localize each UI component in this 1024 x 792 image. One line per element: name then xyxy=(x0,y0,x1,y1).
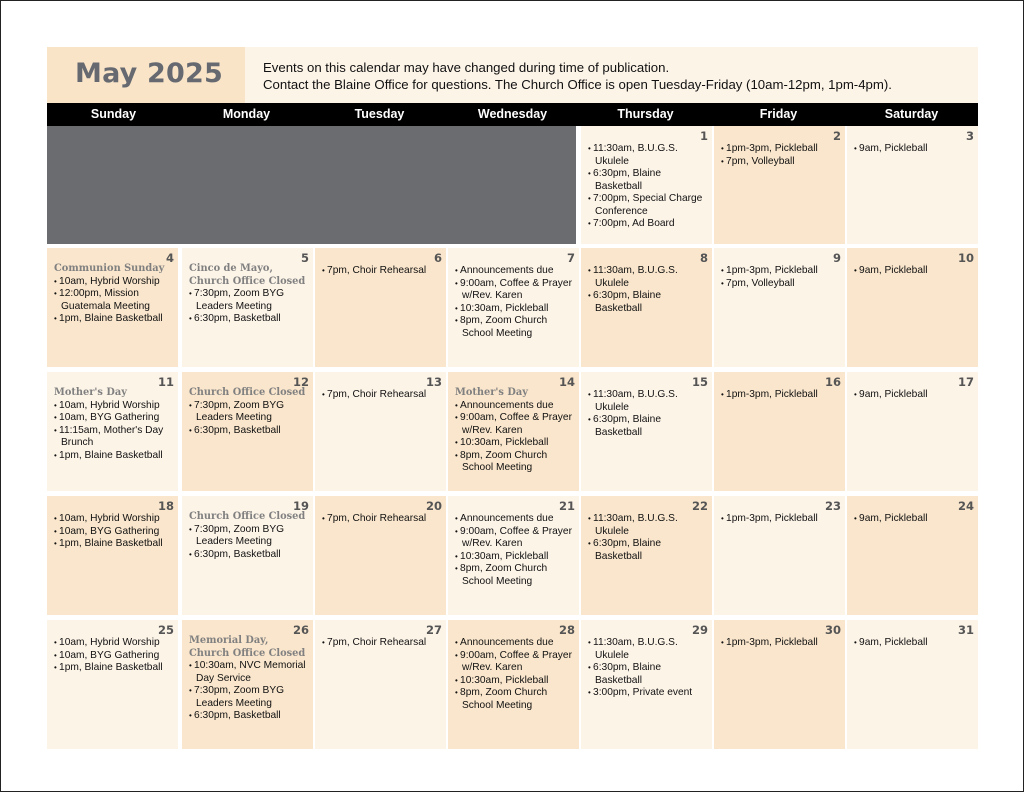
day-cell xyxy=(847,620,978,749)
event-item: • 9:00am, Coffee & Prayer w/Rev. Karen xyxy=(455,526,575,551)
event-item: • 10:30am, Pickleball xyxy=(455,303,575,316)
day-note: Mother's Day xyxy=(455,387,528,398)
event-item: • 8pm, Zoom Church School Meeting xyxy=(455,563,575,588)
day-cell xyxy=(714,620,845,749)
day-note: Communion Sunday xyxy=(54,263,165,274)
event-item: • 6:30pm, Blaine Basketball xyxy=(588,168,708,193)
event-item: • 11:30am, B.U.G.S. Ukulele xyxy=(588,513,708,538)
day-cell xyxy=(182,372,313,491)
day-cell xyxy=(714,496,845,615)
day-note: Memorial Day, Church Office Closed xyxy=(189,635,306,659)
event-item: • 1pm, Blaine Basketball xyxy=(54,450,174,463)
day-cell xyxy=(714,372,845,491)
day-cell xyxy=(47,496,178,615)
event-item: • 7pm, Choir Rehearsal xyxy=(322,265,442,278)
event-item: • 11:15am, Mother's Day Brunch xyxy=(54,425,174,450)
event-item: • 6:30pm, Blaine Basketball xyxy=(588,290,708,315)
day-cell xyxy=(182,248,313,367)
event-list xyxy=(189,400,309,438)
event-list xyxy=(322,265,442,278)
event-item: • Announcements due xyxy=(455,513,575,526)
event-item: • 1pm-3pm, Pickleball xyxy=(721,389,841,402)
event-item: • 8pm, Zoom Church School Meeting xyxy=(455,450,575,475)
event-item: • 6:30pm, Blaine Basketball xyxy=(588,414,708,439)
day-number: 14 xyxy=(558,375,575,389)
event-item: • 8pm, Zoom Church School Meeting xyxy=(455,687,575,712)
event-list xyxy=(721,637,841,650)
event-item: • 10:30am, Pickleball xyxy=(455,675,575,688)
day-cell xyxy=(581,372,712,491)
day-number: 1 xyxy=(699,129,708,143)
event-item: • 8pm, Zoom Church School Meeting xyxy=(455,315,575,340)
event-item: • 3:00pm, Private event xyxy=(588,687,708,700)
day-number: 23 xyxy=(824,499,841,513)
event-list xyxy=(588,265,708,315)
day-cell xyxy=(448,620,579,749)
event-item: • 7:30pm, Zoom BYG Leaders Meeting xyxy=(189,288,309,313)
day-cell xyxy=(581,126,712,244)
weekday-thursday: Thursday xyxy=(617,107,674,121)
day-cell xyxy=(315,248,446,367)
event-item: • 7:30pm, Zoom BYG Leaders Meeting xyxy=(189,400,309,425)
event-item: • 7:00pm, Special Charge Conference xyxy=(588,193,708,218)
day-cell xyxy=(581,248,712,367)
event-item: • Announcements due xyxy=(455,637,575,650)
notice-line-1: Events on this calendar may have changed during time of publication. xyxy=(263,60,670,75)
day-number: 15 xyxy=(691,375,708,389)
event-item: • 6:30pm, Basketball xyxy=(189,425,309,438)
event-item: • 9am, Pickleball xyxy=(854,637,974,650)
event-list xyxy=(588,513,708,563)
day-number: 16 xyxy=(824,375,841,389)
day-cell xyxy=(182,496,313,615)
day-number: 7 xyxy=(566,251,575,265)
day-cell xyxy=(448,372,579,491)
day-cell xyxy=(182,620,313,749)
weekday-saturday: Saturday xyxy=(884,107,939,121)
event-item: • 9:00am, Coffee & Prayer w/Rev. Karen xyxy=(455,650,575,675)
event-list xyxy=(322,637,442,650)
event-list xyxy=(455,400,575,475)
day-number: 9 xyxy=(832,251,841,265)
day-cell xyxy=(47,372,178,491)
event-list xyxy=(721,389,841,402)
event-item: • 10am, Hybrid Worship xyxy=(54,276,174,289)
event-list xyxy=(189,524,309,562)
event-list xyxy=(721,265,841,290)
day-note: Church Office Closed xyxy=(189,387,306,398)
day-note: Cinco de Mayo, Church Office Closed xyxy=(189,263,306,287)
event-item: • 1pm-3pm, Pickleball xyxy=(721,143,841,156)
weekday-tuesday: Tuesday xyxy=(354,107,405,121)
event-list xyxy=(588,389,708,439)
event-item: • 10am, Hybrid Worship xyxy=(54,400,174,413)
weekday-sunday: Sunday xyxy=(90,107,137,121)
day-number: 28 xyxy=(558,623,575,637)
event-list xyxy=(721,513,841,526)
day-cell xyxy=(581,620,712,749)
day-number: 2 xyxy=(832,129,841,143)
day-number: 3 xyxy=(965,129,974,143)
day-cell xyxy=(847,126,978,244)
event-item: • 7pm, Choir Rehearsal xyxy=(322,389,442,402)
event-item: • 9am, Pickleball xyxy=(854,143,974,156)
event-item: • 1pm-3pm, Pickleball xyxy=(721,265,841,278)
event-list xyxy=(54,513,174,551)
day-number: 4 xyxy=(165,251,174,265)
event-item: • 9:00am, Coffee & Prayer w/Rev. Karen xyxy=(455,278,575,303)
event-item: • 10am, Hybrid Worship xyxy=(54,513,174,526)
day-number: 30 xyxy=(824,623,841,637)
event-item: • 6:30pm, Basketball xyxy=(189,710,309,723)
event-list xyxy=(189,660,309,723)
event-item: • 1pm, Blaine Basketball xyxy=(54,538,174,551)
day-cell xyxy=(315,372,446,491)
event-list xyxy=(54,276,174,326)
event-list xyxy=(854,265,974,278)
day-number: 31 xyxy=(957,623,974,637)
event-item: • 1pm-3pm, Pickleball xyxy=(721,513,841,526)
day-number: 22 xyxy=(691,499,708,513)
event-item: • 1pm, Blaine Basketball xyxy=(54,313,174,326)
event-item: • 10am, BYG Gathering xyxy=(54,526,174,539)
day-number: 27 xyxy=(425,623,442,637)
day-note: Mother's Day xyxy=(54,387,127,398)
event-item: • 7pm, Volleyball xyxy=(721,156,841,169)
day-cell xyxy=(448,496,579,615)
weekday-friday: Friday xyxy=(759,107,798,121)
empty-days-block xyxy=(47,126,576,244)
event-list xyxy=(54,400,174,463)
day-number: 20 xyxy=(425,499,442,513)
day-number: 29 xyxy=(691,623,708,637)
day-number: 21 xyxy=(558,499,575,513)
event-item: • 10:30am, NVC Memorial Day Service xyxy=(189,660,309,685)
event-item: • 6:30pm, Blaine Basketball xyxy=(588,538,708,563)
event-item: • 7:30pm, Zoom BYG Leaders Meeting xyxy=(189,685,309,710)
day-number: 5 xyxy=(300,251,309,265)
event-item: • 9am, Pickleball xyxy=(854,389,974,402)
event-item: • 6:30pm, Blaine Basketball xyxy=(588,662,708,687)
event-list xyxy=(721,143,841,168)
event-item: • 10am, BYG Gathering xyxy=(54,412,174,425)
day-cell xyxy=(847,248,978,367)
day-number: 19 xyxy=(292,499,309,513)
day-cell xyxy=(47,248,178,367)
event-item: • 7pm, Volleyball xyxy=(721,278,841,291)
publication-notice xyxy=(263,59,973,93)
event-item: • 10am, BYG Gathering xyxy=(54,650,174,663)
event-list xyxy=(455,513,575,588)
event-list xyxy=(854,637,974,650)
day-number: 17 xyxy=(957,375,974,389)
event-list xyxy=(588,637,708,700)
event-list xyxy=(854,513,974,526)
event-list xyxy=(322,513,442,526)
event-item: • 1pm, Blaine Basketball xyxy=(54,662,174,675)
weekday-monday: Monday xyxy=(222,107,271,121)
event-item: • 7:30pm, Zoom BYG Leaders Meeting xyxy=(189,524,309,549)
day-number: 11 xyxy=(157,375,174,389)
event-list xyxy=(322,389,442,402)
day-cell xyxy=(581,496,712,615)
event-item: • 7:00pm, Ad Board xyxy=(588,218,708,231)
event-item: • 9:00am, Coffee & Prayer w/Rev. Karen xyxy=(455,412,575,437)
day-number: 25 xyxy=(157,623,174,637)
day-number: 12 xyxy=(292,375,309,389)
event-item: • 7pm, Choir Rehearsal xyxy=(322,637,442,650)
day-cell xyxy=(315,496,446,615)
day-number: 8 xyxy=(699,251,708,265)
event-item: • 11:30am, B.U.G.S. Ukulele xyxy=(588,143,708,168)
event-item: • 1pm-3pm, Pickleball xyxy=(721,637,841,650)
day-number: 13 xyxy=(425,375,442,389)
event-item: • 6:30pm, Basketball xyxy=(189,549,309,562)
event-item: • 7pm, Choir Rehearsal xyxy=(322,513,442,526)
day-cell xyxy=(847,496,978,615)
event-list xyxy=(854,389,974,402)
event-item: • 11:30am, B.U.G.S. Ukulele xyxy=(588,637,708,662)
day-number: 6 xyxy=(433,251,442,265)
day-cell xyxy=(847,372,978,491)
event-item: • 9am, Pickleball xyxy=(854,265,974,278)
event-item: • 9am, Pickleball xyxy=(854,513,974,526)
day-cell xyxy=(714,248,845,367)
event-item: • 10:30am, Pickleball xyxy=(455,551,575,564)
day-number: 26 xyxy=(292,623,309,637)
page-title: May 2025 xyxy=(75,58,224,89)
event-item: • Announcements due xyxy=(455,265,575,278)
event-list xyxy=(455,265,575,340)
notice-line-2: Contact the Blaine Office for questions. The Church Office is open Tuesday-Friday (10am-12pm, 1pm-4pm). xyxy=(263,77,892,92)
day-cell xyxy=(315,620,446,749)
day-cell xyxy=(714,126,845,244)
event-list xyxy=(854,143,974,156)
event-list xyxy=(588,143,708,231)
day-cell xyxy=(448,248,579,367)
event-item: • 10am, Hybrid Worship xyxy=(54,637,174,650)
event-item: • 11:30am, B.U.G.S. Ukulele xyxy=(588,265,708,290)
day-number: 18 xyxy=(157,499,174,513)
event-item: • 11:30am, B.U.G.S. Ukulele xyxy=(588,389,708,414)
weekday-header-bar xyxy=(47,103,978,126)
event-item: • 6:30pm, Basketball xyxy=(189,313,309,326)
event-list xyxy=(455,637,575,712)
day-note: Church Office Closed xyxy=(189,511,306,522)
event-list xyxy=(189,288,309,326)
event-list xyxy=(54,637,174,675)
weekday-wednesday: Wednesday xyxy=(477,107,548,121)
day-cell xyxy=(47,620,178,749)
day-number: 10 xyxy=(957,251,974,265)
day-number: 24 xyxy=(957,499,974,513)
event-item: • Announcements due xyxy=(455,400,575,413)
event-item: • 12:00pm, Mission Guatemala Meeting xyxy=(54,288,174,313)
event-item: • 10:30am, Pickleball xyxy=(455,437,575,450)
